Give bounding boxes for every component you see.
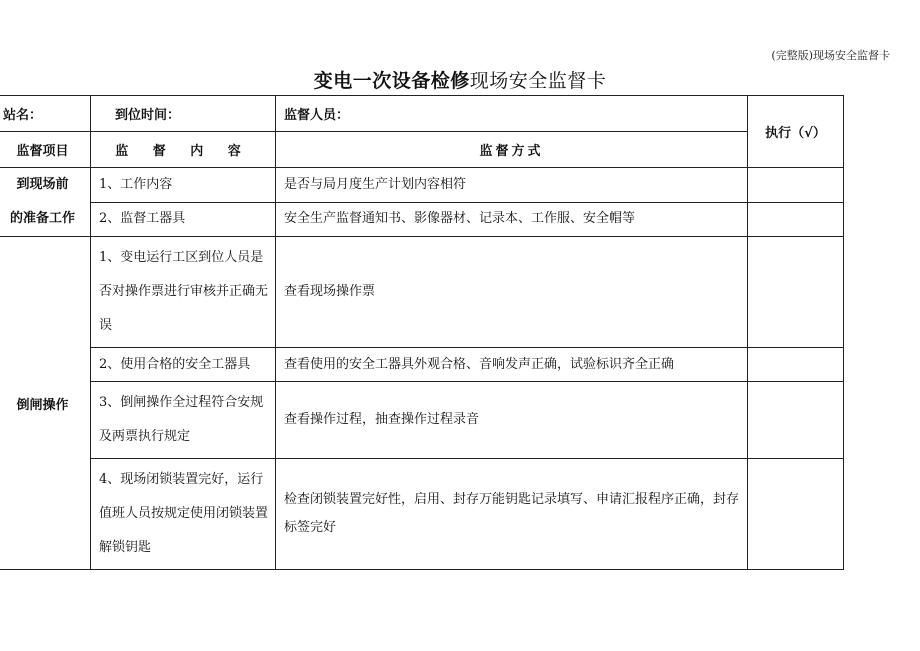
content-cell: 1、变电运行工区到位人员是否对操作票进行审核并正确无误 bbox=[91, 237, 276, 348]
supervision-card-table bbox=[0, 95, 844, 570]
column-header-row bbox=[0, 132, 844, 168]
table-row bbox=[0, 459, 844, 570]
title-bold-part: 变电一次设备检修 bbox=[313, 70, 470, 92]
content-cell: 1、工作内容 bbox=[91, 168, 276, 203]
method-cell: 查看使用的安全工器具外观合格、音响发声正确，试验标识齐全正确 bbox=[276, 348, 748, 382]
title-normal-part: 现场安全监督卡 bbox=[469, 70, 607, 92]
method-cell: 查看现场操作票 bbox=[276, 237, 748, 348]
table-row bbox=[0, 202, 844, 237]
content-cell: 3、倒闸操作全过程符合安规及两票执行规定 bbox=[91, 382, 276, 459]
info-row bbox=[0, 96, 844, 132]
table-row bbox=[0, 237, 844, 348]
execute-checkbox-cell[interactable] bbox=[748, 202, 844, 237]
table-row bbox=[0, 348, 844, 382]
supervisor-field[interactable]: 监督人员： bbox=[276, 96, 748, 132]
column-header-content: 监 督 内 容 bbox=[91, 132, 276, 168]
content-cell: 2、监督工器具 bbox=[91, 202, 276, 237]
execute-checkbox-cell[interactable] bbox=[748, 348, 844, 382]
execute-checkbox-cell[interactable] bbox=[748, 382, 844, 459]
document-header-note: (完整版)现场安全监督卡 bbox=[771, 49, 890, 62]
execute-checkbox-cell[interactable] bbox=[748, 237, 844, 348]
category-cell-preparation: 到现场前 的准备工作 bbox=[0, 168, 91, 237]
execute-checkbox-cell[interactable] bbox=[748, 168, 844, 203]
page-title bbox=[0, 66, 920, 93]
execute-checkbox-cell[interactable] bbox=[748, 459, 844, 570]
content-cell: 2、使用合格的安全工器具 bbox=[91, 348, 276, 382]
arrival-time-field[interactable]: 到位时间： bbox=[91, 96, 276, 132]
method-cell: 检查闭锁装置完好性，启用、封存万能钥匙记录填写、申请汇报程序正确，封存标签完好 bbox=[276, 459, 748, 570]
method-cell: 安全生产监督通知书、影像器材、记录本、工作服、安全帽等 bbox=[276, 202, 748, 237]
column-header-item: 监督项目 bbox=[0, 132, 91, 168]
category-cell-switching: 倒闸操作 bbox=[0, 237, 91, 570]
content-cell: 4、现场闭锁装置完好，运行值班人员按规定使用闭锁装置解锁钥匙 bbox=[91, 459, 276, 570]
station-field[interactable]: 站名： bbox=[0, 96, 91, 132]
table-row bbox=[0, 168, 844, 203]
method-cell: 是否与局月度生产计划内容相符 bbox=[276, 168, 748, 203]
method-cell: 查看操作过程，抽查操作过程录音 bbox=[276, 382, 748, 459]
column-header-method: 监督方式 bbox=[276, 132, 748, 168]
table-row bbox=[0, 382, 844, 459]
execute-header: 执行（√） bbox=[748, 96, 844, 168]
